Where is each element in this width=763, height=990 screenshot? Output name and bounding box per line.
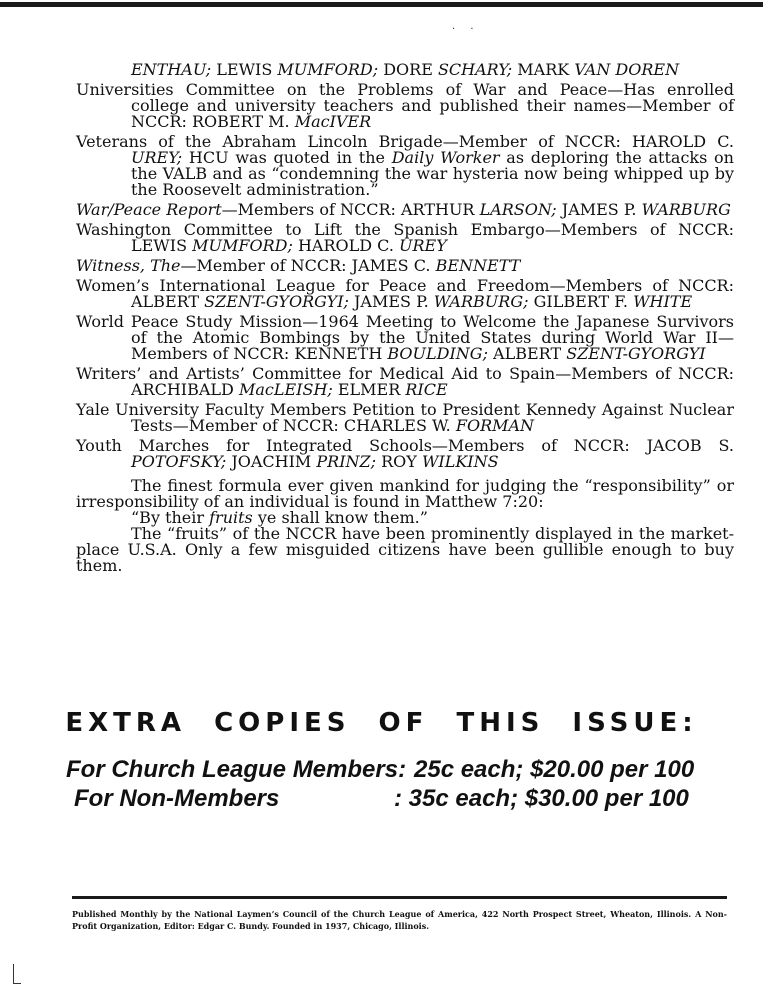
entry-yale (76, 402, 734, 434)
scan-mark-foot (13, 983, 21, 984)
italic-name: Daily Worker (391, 148, 500, 167)
bottom-rule (72, 896, 727, 899)
entry-washington (76, 222, 734, 254)
italic-name: ENTHAU; (131, 60, 212, 79)
entry-text: Universities Committee on the Problems of War and Peace—Has enrolled college and university teachers and published their names—Member of NCCR: ROBERT M. (76, 80, 734, 131)
entry-text: —Members of NCCR: ARTHUR (221, 200, 480, 219)
entry-text: Washington Committee to Lift the Spanish Embargo—Members of NCCR: LEWIS (76, 220, 734, 255)
italic-name: MUMFORD; (277, 60, 379, 79)
entry-text: Youth Marches for Integrated Schools—Members of NCCR: JACOB S. (76, 436, 734, 455)
organization-list (76, 62, 734, 470)
entry-text: ALBERT (487, 344, 567, 363)
italic-name: WARBURG (641, 200, 731, 219)
entry-text: GILBERT F. (528, 292, 634, 311)
italic-name: BENNETT (435, 256, 521, 275)
scan-mark (13, 964, 14, 984)
entry-text: HAROLD C. (292, 236, 399, 255)
extra-copies-heading: EXTRA COPIES OF THIS ISSUE: (65, 708, 698, 738)
entry-text: Yale University Faculty Members Petition to President Kennedy Against Nuclear Tests—Member of NCCR: CHARLES W. (76, 400, 734, 435)
entry-warpeace (76, 202, 734, 218)
nonmembers-price: : 35c each; $30.00 per 100 (394, 785, 689, 812)
entry-text: Women’s International League for Peace and Freedom—Members of NCCR: ALBERT (76, 276, 734, 311)
italic-name: WARBURG; (433, 292, 529, 311)
entry-writers (76, 366, 734, 398)
italic-name: LARSON; (479, 200, 557, 219)
members-label: For Church League Members: (66, 756, 407, 783)
entry-womens (76, 278, 734, 310)
italic-name: VAN DOREN (574, 60, 680, 79)
entry-text: Veterans of the Abraham Lincoln Brigade—Member of NCCR: HAROLD C. (76, 132, 734, 151)
entry-text: World Peace Study Mission—1964 Meeting to Welcome the Japanese Survivors of the Atomic Bombings by the United States during World War II—Members of NCCR: KENNETH (76, 312, 734, 363)
entry-youth (76, 438, 734, 470)
italic-name: SCHARY; (437, 60, 513, 79)
entry-text: JAMES P. (556, 200, 642, 219)
entry-veterans (76, 134, 734, 198)
italic-name: UREY; (131, 148, 183, 167)
nonmembers-label: For Non-Members (74, 785, 280, 812)
italic-name: MUMFORD; (192, 236, 293, 255)
closing-paragraph-2: The “fruits” of the NCCR have been prominently displayed in the market-place U.S.A. Only a few misguided citizens have been gullible enough to buy them. (76, 524, 734, 575)
entry-text: ELMER (332, 380, 406, 399)
entry-witness (76, 258, 734, 274)
entry-text: JOACHIM (226, 452, 317, 471)
italic-name: SZENT-GYORGYI (566, 344, 706, 363)
italic-name: MacLEISH; (238, 380, 333, 399)
entry-worldpeace (76, 314, 734, 362)
scan-dots: · · (452, 24, 480, 35)
italic-name: SZENT-GYORGYI; (204, 292, 349, 311)
entry-mumford (76, 62, 734, 78)
italic-name: Witness, The (76, 256, 181, 275)
italic-name: War/Peace Report (76, 200, 222, 219)
italic-name: POTOFSKY; (131, 452, 227, 471)
members-price-line (66, 756, 694, 784)
italic-name: RICE (405, 380, 448, 399)
italic-name: UREY (399, 236, 447, 255)
italic-name: BOULDING; (387, 344, 488, 363)
publisher-footer: Published Monthly by the National Laymen’s Council of the Church League of America, 422 North Prospect Street, Wheaton, Illinois. A Non-Profit Organization, Editor: Edgar C. Bundy. Founded in 1937, Chicago, Illinois. (72, 909, 727, 931)
entry-text: LEWIS (211, 60, 278, 79)
quote-emphasis: fruits (209, 508, 253, 527)
bible-quote: “By their fruits ye shall know them.” (131, 508, 428, 527)
entry-text: MARK (512, 60, 575, 79)
main-text (76, 62, 734, 574)
italic-name: MacIVER (294, 112, 372, 131)
entry-text: HCU was quoted in the (182, 148, 392, 167)
entry-text: JAMES P. (348, 292, 434, 311)
entry-universities (76, 82, 734, 130)
entry-text: —Member of NCCR: JAMES C. (180, 256, 436, 275)
members-price: 25c each; $20.00 per 100 (414, 756, 695, 783)
italic-name: PRINZ; (316, 452, 377, 471)
nonmembers-price-line (66, 785, 689, 813)
entry-text: Writers’ and Artists’ Committee for Medical Aid to Spain—Members of NCCR: ARCHIBALD (76, 364, 734, 399)
entry-text: DORE (378, 60, 438, 79)
entry-text: ROY (376, 452, 422, 471)
top-rule (0, 2, 763, 7)
italic-name: WILKINS (421, 452, 499, 471)
closing-paragraph-1: The finest formula ever given mankind for judging the “responsibility” or irresponsibility of an individual is found in Matthew 7:20: (76, 476, 734, 511)
italic-name: FORMAN (455, 416, 535, 435)
italic-name: WHITE (633, 292, 693, 311)
entry-text: as deploring the attacks on the VALB and as “condemning the war hysteria now being whipped up by the Roosevelt administration.” (131, 148, 734, 199)
